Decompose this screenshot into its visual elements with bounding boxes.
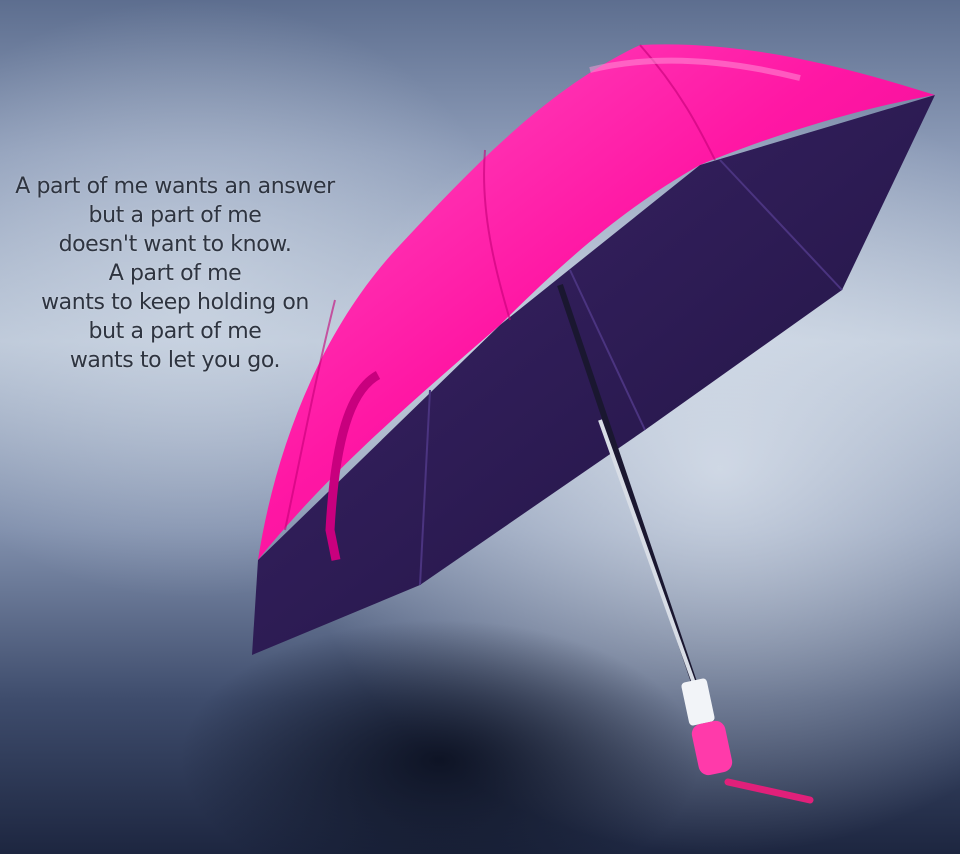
quote-line: wants to let you go. — [69, 348, 281, 373]
quote-line: but a part of me — [88, 203, 262, 228]
quote-line: but a part of me — [88, 319, 262, 344]
quote-line: wants to keep holding on — [41, 290, 309, 315]
quote-line: A part of me — [108, 261, 242, 286]
quote-line: A part of me wants an answer — [15, 174, 335, 199]
quote-line: doesn't want to know. — [58, 232, 292, 257]
quote-text — [10, 172, 340, 375]
